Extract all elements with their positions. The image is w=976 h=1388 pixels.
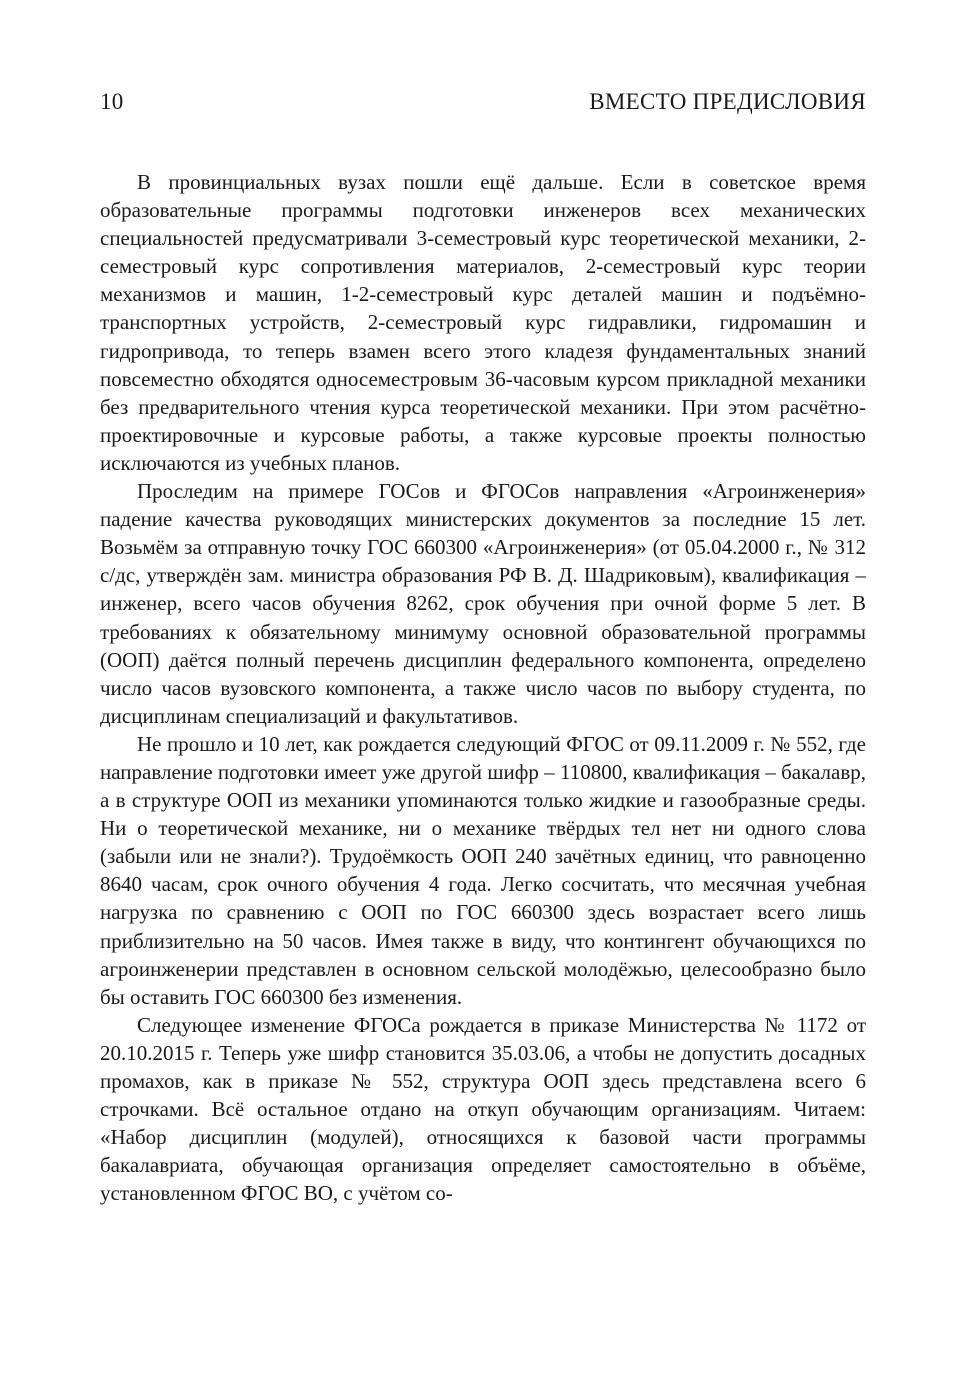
chapter-title: ВМЕСТО ПРЕДИСЛОВИЯ — [589, 89, 866, 114]
page-number: 10 — [100, 89, 124, 114]
paragraph-4: Следующее изменение ФГОСа рождается в приказе Министерства № 1172 от 20.10.2015 г. Теперь уже шифр становится 35.03.06, а чтобы не допустить досадных промахов, как в приказе № 552, структура ООП здесь представлена всего 6 строчками. Всё остальное отдано на откуп обучающим организациям. Читаем: «Набор дисциплин (модулей), относящихся к базовой части программы бакалавриата, обучающая организация определяет самостоятельно в объёме, установленном ФГОС ВО, с учётом со- — [100, 1012, 866, 1206]
paragraph-3: Не прошло и 10 лет, как рождается следующий ФГОС от 09.11.2009 г. № 552, где направление подготовки имеет уже другой шифр – 110800, квалификация – бакалавр, а в структуре ООП из механики упоминаются только жидкие и газообразные среды. Ни о теоретической механике, ни о механике твёрдых тел нет ни одного слова (забыли или не знали?). Трудоёмкость ООП 240 зачётных единиц, что равноценно 8640 часам, срок очного обучения 4 года. Легко сосчитать, что месячная учебная нагрузка по сравнению с ООП по ГОС 660300 здесь возрастает всего лишь приблизительно на 50 часов. Имея также в виду, что контингент обучающихся по агроинженерии представлен в основном сельской молодёжью, целесообразно было бы оставить ГОС 660300 без изменения. — [100, 731, 866, 1009]
paragraph-1: В провинциальных вузах пошли ещё дальше. Если в советское время образовательные программы подготовки инженеров всех механических специальностей предусматривали 3-семестровый курс теоретической механики, 2-семестровый курс сопротивления материалов, 2-семестровый курс теории механизмов и машин, 1-2-семестровый курс деталей машин и подъёмно-транспортных устройств, 2-семестровый курс гидравлики, гидромашин и гидропривода, то теперь взамен всего этого кладезя фундаментальных знаний повсеместно обходятся односеместровым 36-часовым курсом прикладной механики без предварительного чтения курса теоретической механики. При этом расчётно-проектировочные и курсовые работы, а также курсовые проекты полностью исключаются из учебных планов. — [100, 170, 866, 475]
book-page — [100, 88, 866, 1207]
body-text — [100, 168, 866, 1207]
running-head — [100, 88, 866, 116]
paragraph-2: Проследим на примере ГОСов и ФГОСов направления «Агроинженерия» падение качества руководящих министерских документов за последние 15 лет. Возьмём за отправную точку ГОС 660300 «Агроинженерия» (от 05.04.2000 г., № 312 с/дс, утверждён зам. министра образования РФ В. Д. Шадриковым), квалификация – инженер, всего часов обучения 8262, срок обучения при очной форме 5 лет. В требованиях к обязательному минимуму основной образовательной программы (ООП) даётся полный перечень дисциплин федерального компонента, определено число часов вузовского компонента, а также число часов по выбору студента, по дисциплинам специализаций и факультативов. — [100, 479, 866, 728]
